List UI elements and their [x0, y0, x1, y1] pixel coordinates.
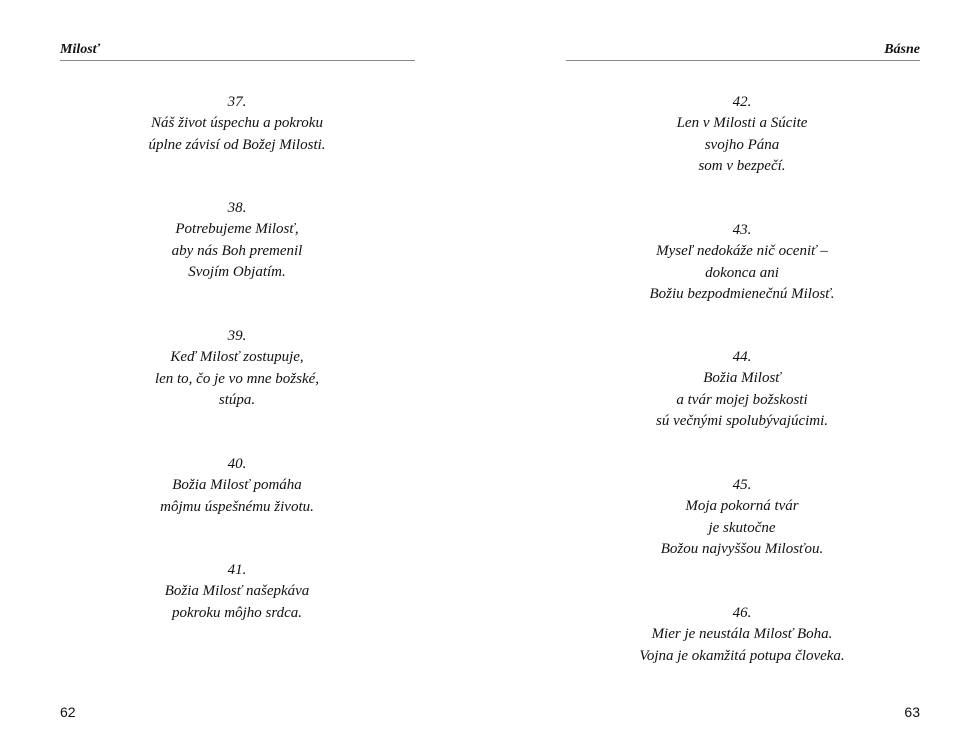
poem-number: 45.: [732, 477, 752, 493]
poem-line: aby nás Boh premenil: [171, 242, 303, 259]
poem-line: stúpa.: [218, 391, 256, 408]
running-head-left: Milosť: [60, 42, 101, 57]
poem-number: 37.: [227, 94, 247, 110]
poem-line: Božou najvyššou Milosťou.: [660, 540, 824, 557]
poem-40: [77, 454, 397, 518]
poem-number: 38.: [227, 200, 247, 216]
poem-line: Mier je neustála Milosť Boha.: [651, 626, 833, 643]
poem-line: Náš život úspechu a pokroku: [151, 115, 323, 132]
page-number-right: 63: [904, 704, 920, 720]
poem-number: 44.: [732, 349, 752, 365]
poem-line: Myseľ nedokáže nič oceniť –: [656, 243, 828, 260]
poem-43: [582, 220, 902, 305]
right-page: [490, 0, 980, 754]
poem-38: [77, 198, 397, 283]
poem-42: [582, 92, 902, 177]
poem-number: 40.: [227, 456, 247, 472]
poem-39: [77, 326, 397, 411]
poem-41: [77, 560, 397, 624]
head-rule-left: [60, 60, 415, 61]
poem-line: a tvár mojej božskosti: [676, 391, 808, 408]
poem-45: [582, 475, 902, 560]
poem-line: Keď Milosť zostupuje,: [170, 349, 304, 366]
poem-line: Božia Milosť našepkáva: [164, 583, 310, 600]
poem-line: Vojna je okamžitá potupa človeka.: [639, 647, 845, 664]
poem-number: 46.: [732, 605, 752, 621]
poem-line: dokonca ani: [705, 264, 779, 281]
poem-number: 42.: [732, 94, 752, 110]
poem-line: Potrebujeme Milosť,: [175, 221, 299, 238]
poem-line: Božiu bezpodmienečnú Milosť.: [649, 285, 835, 302]
poem-line: sú večnými spolubývajúcimi.: [655, 412, 829, 429]
poem-46: [582, 603, 902, 667]
poem-number: 39.: [227, 328, 247, 344]
poem-line: Len v Milosti a Súcite: [676, 115, 808, 132]
head-rule-right: [566, 60, 920, 61]
poem-line: môjmu úspešnému životu.: [160, 498, 314, 515]
poem-line: Božia Milosť pomáha: [172, 477, 302, 494]
poem-number: 41.: [227, 562, 247, 578]
poem-line: úplne závisí od Božej Milosti.: [148, 136, 326, 153]
poem-44: [582, 347, 902, 432]
poem-number: 43.: [732, 222, 752, 238]
poem-line: som v bezpečí.: [698, 157, 786, 174]
poem-line: len to, čo je vo mne božské,: [154, 370, 320, 387]
page-number-left: 62: [60, 704, 76, 720]
poem-line: pokroku môjho srdca.: [171, 604, 303, 621]
poem-line: je skutočne: [708, 519, 776, 536]
poem-line: Božia Milosť: [703, 370, 781, 387]
poem-line: Moja pokorná tvár: [685, 498, 799, 515]
running-head-right: Básne: [884, 42, 920, 57]
poem-line: Svojím Objatím.: [188, 263, 286, 280]
poem-37: [77, 92, 397, 156]
poem-line: svojho Pána: [704, 136, 780, 153]
